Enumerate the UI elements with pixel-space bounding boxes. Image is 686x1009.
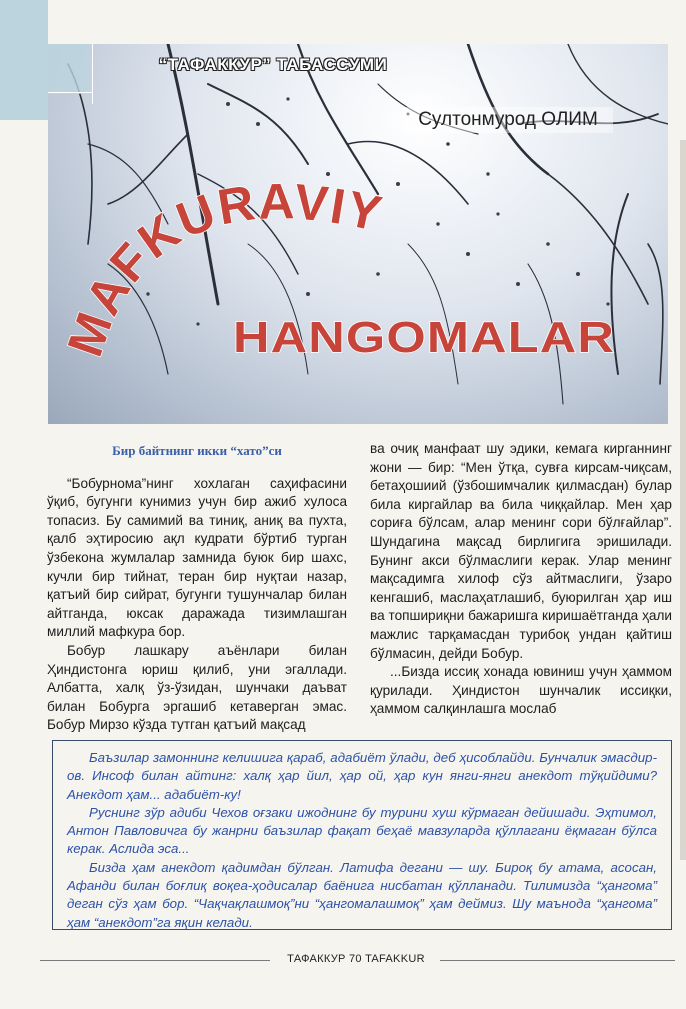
sidebar-paragraph: Руснинг зўр адиби Чехов оғзаки ижоднинг бу турини хуш кўрмаган дейишади. Эҳтимол, Антон Павловичга бу жанрни баъзилар фақат беҳаё мавзуларда қўллагани ёқмаган бўлса керак. Аслида эса... [67, 804, 657, 857]
article-paragraph: “Бобурнома”нинг хохлаган саҳифасини ўқиб, бугунги кунимиз учун бир ажиб хулоса топасиз. Бу самимий ва тиниқ, аниқ ва пухта, қалб эҳтиросию ақл кудрати бўртиб турган ўзбекона жумлалар замнида буюк бир шахс, кучли бир тийнат, теран бир нуқтаи назар, қатъий бир сийрат, бугунги тушунчалар билан айтганда, юксак даражада тизимлашган миллий мафкура бор. [47, 475, 347, 640]
article-paragraph: ...Бизда иссиқ хонада ювиниш учун ҳаммом қурилади. Ҳиндистон шунчалик иссиқки, ҳаммом салқинлашга мослаб [370, 664, 672, 717]
article-title [0, 0, 686, 430]
sidebar-box [52, 740, 672, 930]
series-label: “ТАФАККУР” ТАБАССУМИ [158, 55, 388, 74]
sidebar-paragraph: Баъзилар замоннинг келишига қараб, адабиёт ўлади, деб ҳисоблайди. Бунчалик эмасдир-ов. Инсоф билан айтинг: халқ ҳар йил, ҳар ой, ҳар кун янги-янги анекдот тўқийдими? Анекдот ҳам... адабиёт-ку! [67, 750, 657, 802]
article-column-right [370, 440, 672, 719]
article-column-left [47, 440, 347, 735]
article-paragraph: Бобур лашкару аъёнлари билан Ҳиндистонга юриш қилиб, уни эгаллади. Албатта, халқ ўз-ўзидан, шунчаки даъват билан Бобурга эргашиб кетаверган эмас. Бобур Мирзо кўзда тутган қатъий мақсад [47, 642, 347, 733]
title-line-1: MAFKURAVIY [56, 173, 389, 364]
page-footer [40, 953, 675, 967]
footer-rule-right [440, 960, 675, 961]
title-line-2: HANGOMALAR [233, 313, 615, 362]
author-name: Султонмурод ОЛИМ [403, 107, 613, 133]
article-paragraph: ва очиқ манфаат шу эдики, кемага кирганнинг жони — бир: “Мен ўтқа, сувға кирсам-чиқсам, бетаҳошиий (ўзбошимчалик қилмасдан) булар била киргайлар ва била чиққайлар. Мен ҳар сориға бўлсам, алар менинг сори бўлғайлар”. Шундагина мақсад бирлигига эришилади. Бунинг акси бўлмаслиги керак. Улар менинг мақсадимга хилоф сўз айтмаслиги, ўзаро кенгашиб, маслаҳатлашиб, буюрилган ҳар иш ва топшириқни бажаришга киришаётганда ҳали мажлис тарқамасдан турибоқ ундан қайтиш бўлмасин, дейди Бобур. [370, 441, 672, 661]
article-subheading: Бир байтнинг икки “хато”си [112, 443, 282, 458]
footer-folio: ТАФАККУР 70 TAFAKKUR [287, 953, 425, 965]
footer-rule-left [40, 960, 270, 961]
sidebar-paragraph: Бизда ҳам анекдот қадимдан бўлган. Латифа дегани — шу. Бироқ бу атама, асосан, Афанди билан боғлиқ воқеа-ҳодисалар баёнига нисбатан қўлланади. Тилимизда “ҳангома” деган сўз ҳам бор. “Чақчақлашмоқ”ни “ҳангомалашмоқ” ҳам деймиз. Шу маънода “ҳангома” ҳам “анекдот”га яқин келади. [67, 859, 657, 930]
